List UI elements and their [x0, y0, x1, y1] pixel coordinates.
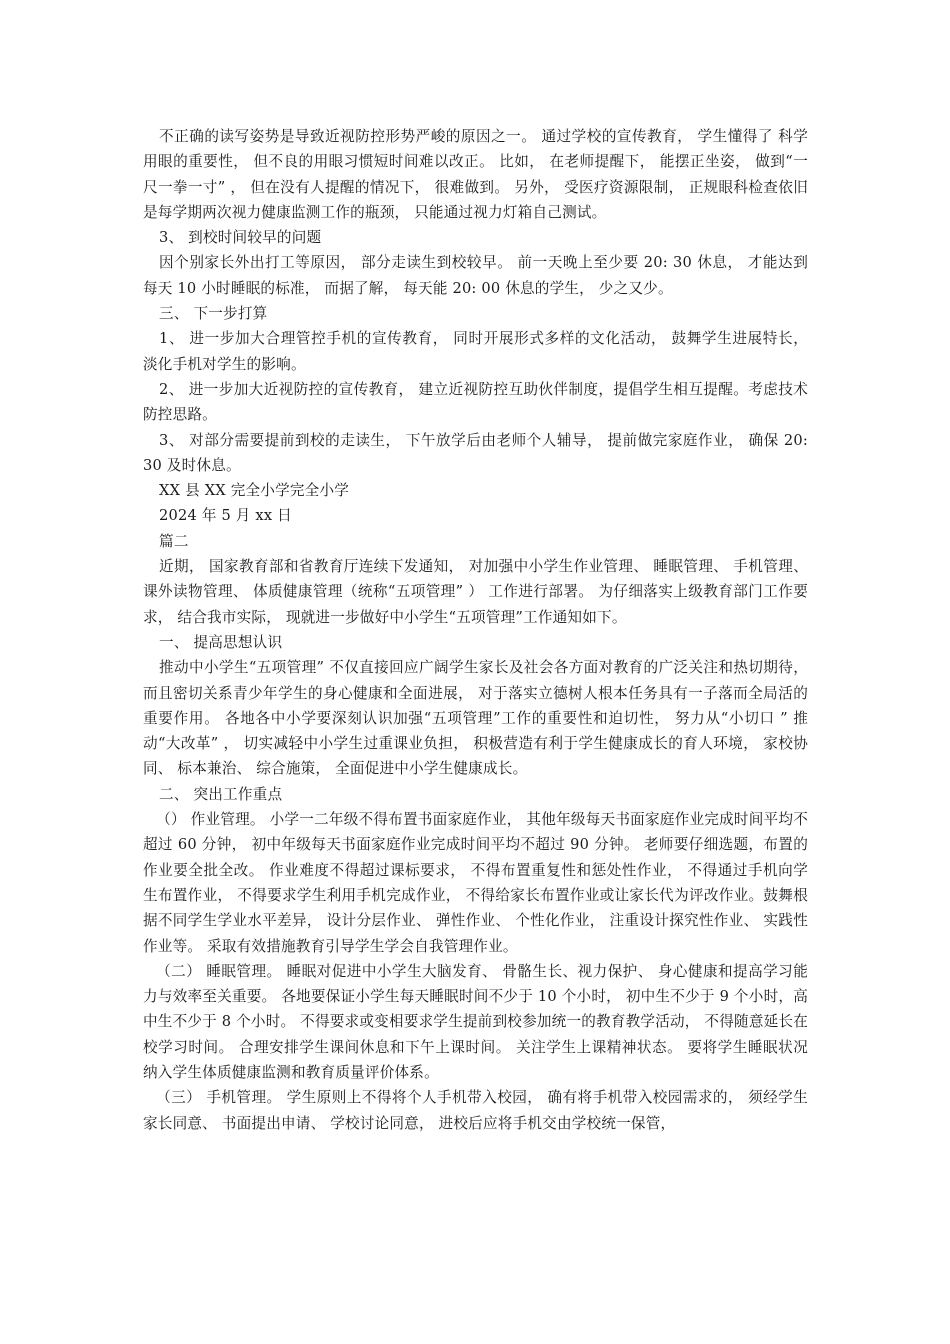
paragraph-sleep-management: （二） 睡眠管理。 睡眠对促进中小学生大脑发育、 骨骼生长、视力保护、 身心健康和提高学习能力与效率至关重要。 各地要保证小学生每天睡眠时间不少于 10 个小时， 初中生不少于 9 个小时，高中生不少于 8 个小时。 不得要求或变相要求学生提前到校参加统一的教育教学活动， 不得随意延长在校学习时间。 合理安排学生课间休息和下午上课时间。 关注学生上课精神状态。 要将学生睡眠状况纳入学生体质健康监测和教育质量评价体系。	[143, 962, 808, 1081]
heading-awareness: 一、 提高思想认识	[159, 633, 283, 651]
heading-key-work: 二、 突出工作重点	[159, 785, 283, 803]
section-title-part-two: 篇二	[159, 532, 189, 550]
heading-next-steps: 三、 下一步打算	[159, 305, 268, 323]
signature-date: 2024 年 5 月 xx 日	[159, 507, 292, 525]
paragraph-phone-management: （三） 手机管理。 学生原则上不得将个人手机带入校园， 确有将手机带入校园需求的， 须经学生家长同意、 书面提出申请、 学校讨论同意， 进校后应将手机交由学校统一保管，	[143, 1089, 808, 1132]
paragraph-next-step-2: 2、 进一步加大近视防控的宣传教育， 建立近视防控互助伙伴制度，提倡学生相互提醒。考虑技术防控思路。	[143, 380, 808, 424]
paragraph-awareness: 推动中小学生“五项管理” 不仅直接回应广阔学生家长及社会各方面对教育的广泛关注和热切期待， 而且密切关系青少年学生的身心健康和全面进展， 对于落实立德树人根本任务具有一子落而全局活的重要作用。 各地各中小学要深刻认识加强“五项管理”工作的重要性和迫切性， 努力从“小切口 ” 推动“大改革” ， 切实减轻中小学生过重课业负担， 积极营造有利于学生健康成长的育人环境， 家校协同、 标本兼治、 综合施策， 全面促进中小学生健康成长。	[143, 659, 808, 778]
paragraph-homework-management: （） 作业管理。 小学一二年级不得布置书面家庭作业， 其他年级每天书面家庭作业完成时间平均不超过 60 分钟， 初中年级每天书面家庭作业完成时间平均不超过 90 分钟。 老师要仔细选题，布置的作业要全批全改。 作业难度不得超过课标要求， 不得布置重复性和惩处性作业， 不得通过手机向学生布置作业， 不得要求学生利用手机完成作业， 不得给家长布置作业或让家长代为评改作业。鼓舞根据不同学生学业水平差异， 设计分层作业、 弹性作业、 个性化作业， 注重设计探究性作业、 实践性作业等。 采取有效措施教育引导学生学会自我管理作业。	[143, 811, 808, 955]
paragraph-next-step-3: 3、 对部分需要提前到校的走读生， 下午放学后由老师个人辅导， 提前做完家庭作业， 确保 20: 30 及时休息。	[143, 431, 808, 474]
paragraph-next-step-1: 1、 进一步加大合理管控手机的宣传教育， 同时开展形式多样的文化活动， 鼓舞学生进展特长， 淡化手机对学生的影响。	[143, 330, 808, 373]
signature-school: XX 县 XX 完全小学完全小学	[159, 482, 350, 500]
paragraph-reading-posture: 不正确的读写姿势是导致近视防控形势严峻的原因之一。 通过学校的宣传教育， 学生懂得了 科学用眼的重要性， 但不良的用眼习惯短时间难以改正。 比如， 在老师提醒下， 能摆正坐姿， 做到“一尺一拳一寸” ， 但在没有人提醒的情况下， 很难做到。 另外， 受医疗资源限制， 正规眼科检查依旧是每学期两次视力健康监测工作的瓶颈， 只能通过视力灯箱自己测试。	[143, 128, 808, 221]
heading-early-arrival: 3、 到校时间较早的问题	[159, 229, 322, 247]
paragraph-early-arrival: 因个别家长外出打工等原因， 部分走读生到校较早。 前一天晚上至少要 20: 30 休息， 才能达到每天 10 小时睡眠的标准， 而据了解， 每天能 20: 00 休息的学生， 少之又少。	[143, 254, 808, 297]
paragraph-notice-intro: 近期， 国家教育部和省教育厅连续下发通知， 对加强中小学生作业管理、 睡眠管理、 手机管理、 课外读物管理、 体质健康管理（统称“五项管理” ） 工作进行部署。 为仔细落实上级教育部门工作要求， 结合我市实际， 现就进一步做好中小学生“五项管理”工作通知如下。	[143, 558, 808, 626]
document-body	[143, 124, 808, 1136]
